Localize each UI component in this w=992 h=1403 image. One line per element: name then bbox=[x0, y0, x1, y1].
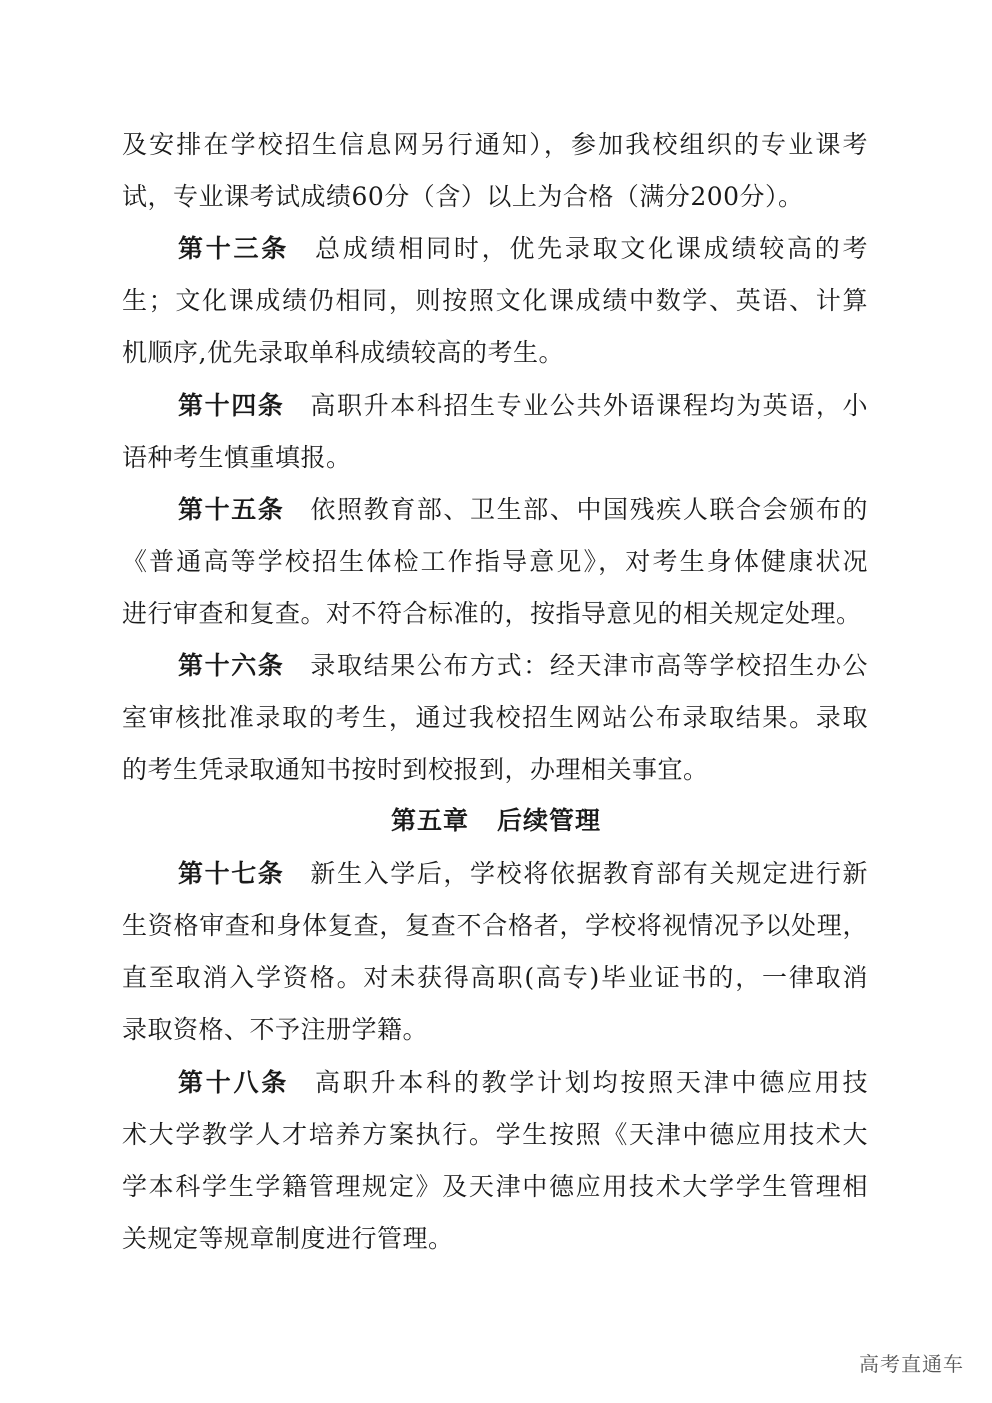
article-13-heading: 第十三条 bbox=[178, 234, 290, 263]
article-13-line bbox=[178, 232, 868, 266]
article-17-line bbox=[178, 857, 868, 891]
paragraph-line: 的考生凭录取通知书按时到校报到，办理相关事宜。 bbox=[122, 755, 709, 784]
paragraph-line: 《普通高等学校招生体检工作指导意见》，对考生身体健康状况 bbox=[122, 547, 868, 576]
paragraph-line: 及安排在学校招生信息网另行通知），参加我校组织的专业课考 bbox=[122, 130, 868, 159]
article-16-line bbox=[178, 649, 868, 683]
article-18-line bbox=[178, 1066, 868, 1100]
chapter-number: 第五章 bbox=[390, 806, 469, 835]
paragraph-line: 录取资格、不予注册学籍。 bbox=[122, 1015, 429, 1044]
article-17-heading: 第十七条 bbox=[178, 859, 285, 888]
paragraph-line: 学本科学生学籍管理规定》及天津中德应用技术大学学生管理相 bbox=[122, 1172, 868, 1201]
paragraph-line: 生资格审查和身体复查，复查不合格者，学校将视情况予以处理， bbox=[122, 911, 868, 940]
article-16-text: 录取结果公布方式：经天津市高等学校招生办公 bbox=[310, 651, 868, 680]
paragraph-line: 生；文化课成绩仍相同，则按照文化课成绩中数学、英语、计算 bbox=[122, 286, 868, 315]
article-14-text: 高职升本科招生专业公共外语课程均为英语，小 bbox=[310, 391, 868, 420]
article-17-text: 新生入学后，学校将依据教育部有关规定进行新 bbox=[310, 859, 868, 888]
article-18-text: 高职升本科的教学计划均按照天津中德应用技 bbox=[315, 1068, 868, 1097]
article-16-heading: 第十六条 bbox=[178, 651, 285, 680]
article-14-heading: 第十四条 bbox=[178, 391, 285, 420]
paragraph-line: 试，专业课考试成绩60分（含）以上为合格（满分200分）。 bbox=[122, 182, 804, 211]
paragraph-line: 进行审查和复查。对不符合标准的，按指导意见的相关规定处理。 bbox=[122, 599, 862, 628]
paragraph-line: 关规定等规章制度进行管理。 bbox=[122, 1224, 454, 1253]
chapter-heading bbox=[0, 804, 992, 838]
paragraph-line: 直至取消入学资格。对未获得高职(高专)毕业证书的，一律取消 bbox=[122, 963, 868, 992]
chapter-title: 后续管理 bbox=[497, 806, 602, 835]
paragraph-line: 术大学教学人才培养方案执行。学生按照《天津中德应用技术大 bbox=[122, 1120, 868, 1149]
article-15-line bbox=[178, 493, 868, 527]
paragraph-line: 语种考生慎重填报。 bbox=[122, 443, 352, 472]
article-15-heading: 第十五条 bbox=[178, 495, 285, 524]
article-14-line bbox=[178, 389, 868, 423]
article-15-text: 依照教育部、卫生部、中国残疾人联合会颁布的 bbox=[310, 495, 868, 524]
watermark-text: 高考直通车 bbox=[859, 1352, 964, 1376]
paragraph-line: 室审核批准录取的考生，通过我校招生网站公布录取结果。录取 bbox=[122, 703, 868, 732]
article-13-text: 总成绩相同时，优先录取文化课成绩较高的考 bbox=[315, 234, 868, 263]
paragraph-line: 机顺序,优先录取单科成绩较高的考生。 bbox=[122, 338, 564, 367]
article-18-heading: 第十八条 bbox=[178, 1068, 290, 1097]
